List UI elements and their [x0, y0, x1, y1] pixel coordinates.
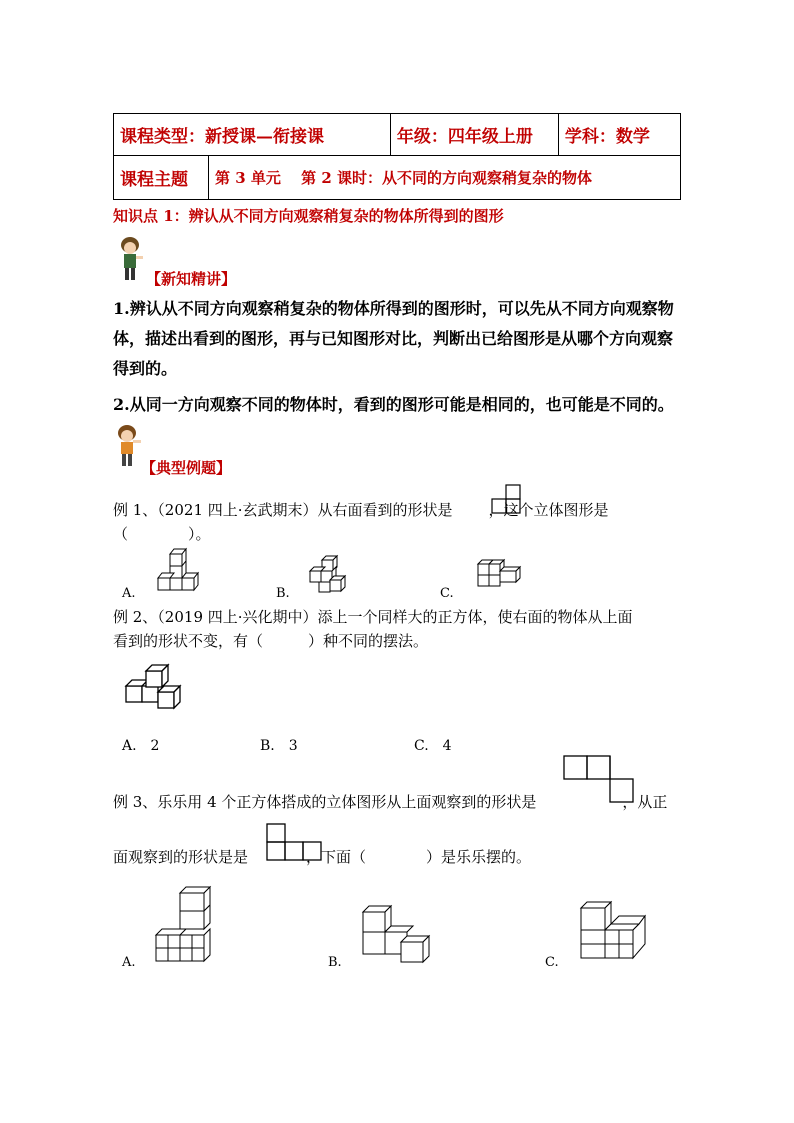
- example3-top-view-figure: [563, 755, 635, 805]
- course-header-table: [113, 113, 681, 200]
- subject: 学科：数学: [558, 114, 680, 156]
- example1-option-b[interactable]: B.: [276, 586, 290, 601]
- example1-line1a: 例 1、（2021 四上·玄武期末）从右面看到的形状是: [113, 501, 453, 519]
- example1-option-b-figure: [306, 556, 356, 596]
- example1-line1: [113, 498, 609, 522]
- example3-line2a: 面观察到的形状是是: [113, 848, 249, 866]
- example1-option-c[interactable]: C.: [440, 586, 454, 601]
- example1-line2: （ ）。: [113, 525, 211, 543]
- examples-title: 【典型例题】: [141, 459, 232, 477]
- example1-option-a-figure: [156, 548, 206, 596]
- example3-option-c-figure: [579, 900, 647, 962]
- example1-option-c-figure: [476, 558, 526, 594]
- example2-line2: 看到的形状不变，有（ ）种不同的摆法。: [113, 632, 429, 650]
- example3-line2: [113, 845, 531, 869]
- example2-cube-figure: [124, 662, 190, 714]
- knowledge-paragraph-2: 2.从同一方向观察不同的物体时，看到的图形可能是相同的，也可能是不同的。: [113, 395, 674, 414]
- example3-line1a: 例 3、乐乐用 4 个正方体搭成的立体图形从上面观察到的形状是: [113, 793, 537, 811]
- topic-value: 第 3 单元 第 2 课时：从不同的方向观察稍复杂的物体: [209, 156, 681, 200]
- new-knowledge-title: 【新知精讲】: [146, 270, 237, 288]
- topic-label: 课程主题: [114, 156, 209, 200]
- example3-line2b: ，下面（ ）是乐乐摆的。: [306, 848, 532, 866]
- example2-line1: 例 2、（2019 四上·兴化期中）添上一个同样大的正方体，使右面的物体从上面: [113, 608, 633, 626]
- example1-option-a[interactable]: A.: [122, 586, 136, 601]
- knowledge-paragraph-1: 1.辨认从不同方向观察稍复杂的物体所得到的图形时，可以先从不同方向观察物体，描述出看到的图形，再与已知图形对比，判断出已给图形是从哪个方向观察得到的。: [113, 299, 674, 378]
- grade: 年级：四年级上册: [390, 114, 558, 156]
- knowledge-point-title: 知识点 1：辨认从不同方向观察稍复杂的物体所得到的图形: [113, 207, 504, 225]
- example1-right-view-figure: [491, 484, 525, 514]
- example1-line1b: ，这个立体图形是: [488, 501, 609, 519]
- example3-option-b-figure: [361, 904, 433, 966]
- course-type: 课程类型：新授课—衔接课: [114, 114, 391, 156]
- example3-option-a-figure: [154, 885, 214, 965]
- example2-option-a[interactable]: A. 2: [122, 738, 160, 754]
- example3-front-view-figure: [266, 823, 322, 861]
- example3-option-b[interactable]: B.: [328, 955, 342, 970]
- example3-option-c[interactable]: C.: [545, 955, 559, 970]
- example2-option-c[interactable]: C. 4: [414, 738, 452, 754]
- example3-line1b: ，从正: [622, 793, 668, 811]
- example3-option-a[interactable]: A.: [122, 955, 136, 970]
- example2-option-b[interactable]: B. 3: [260, 738, 298, 754]
- teacher-character-icon: [115, 236, 145, 282]
